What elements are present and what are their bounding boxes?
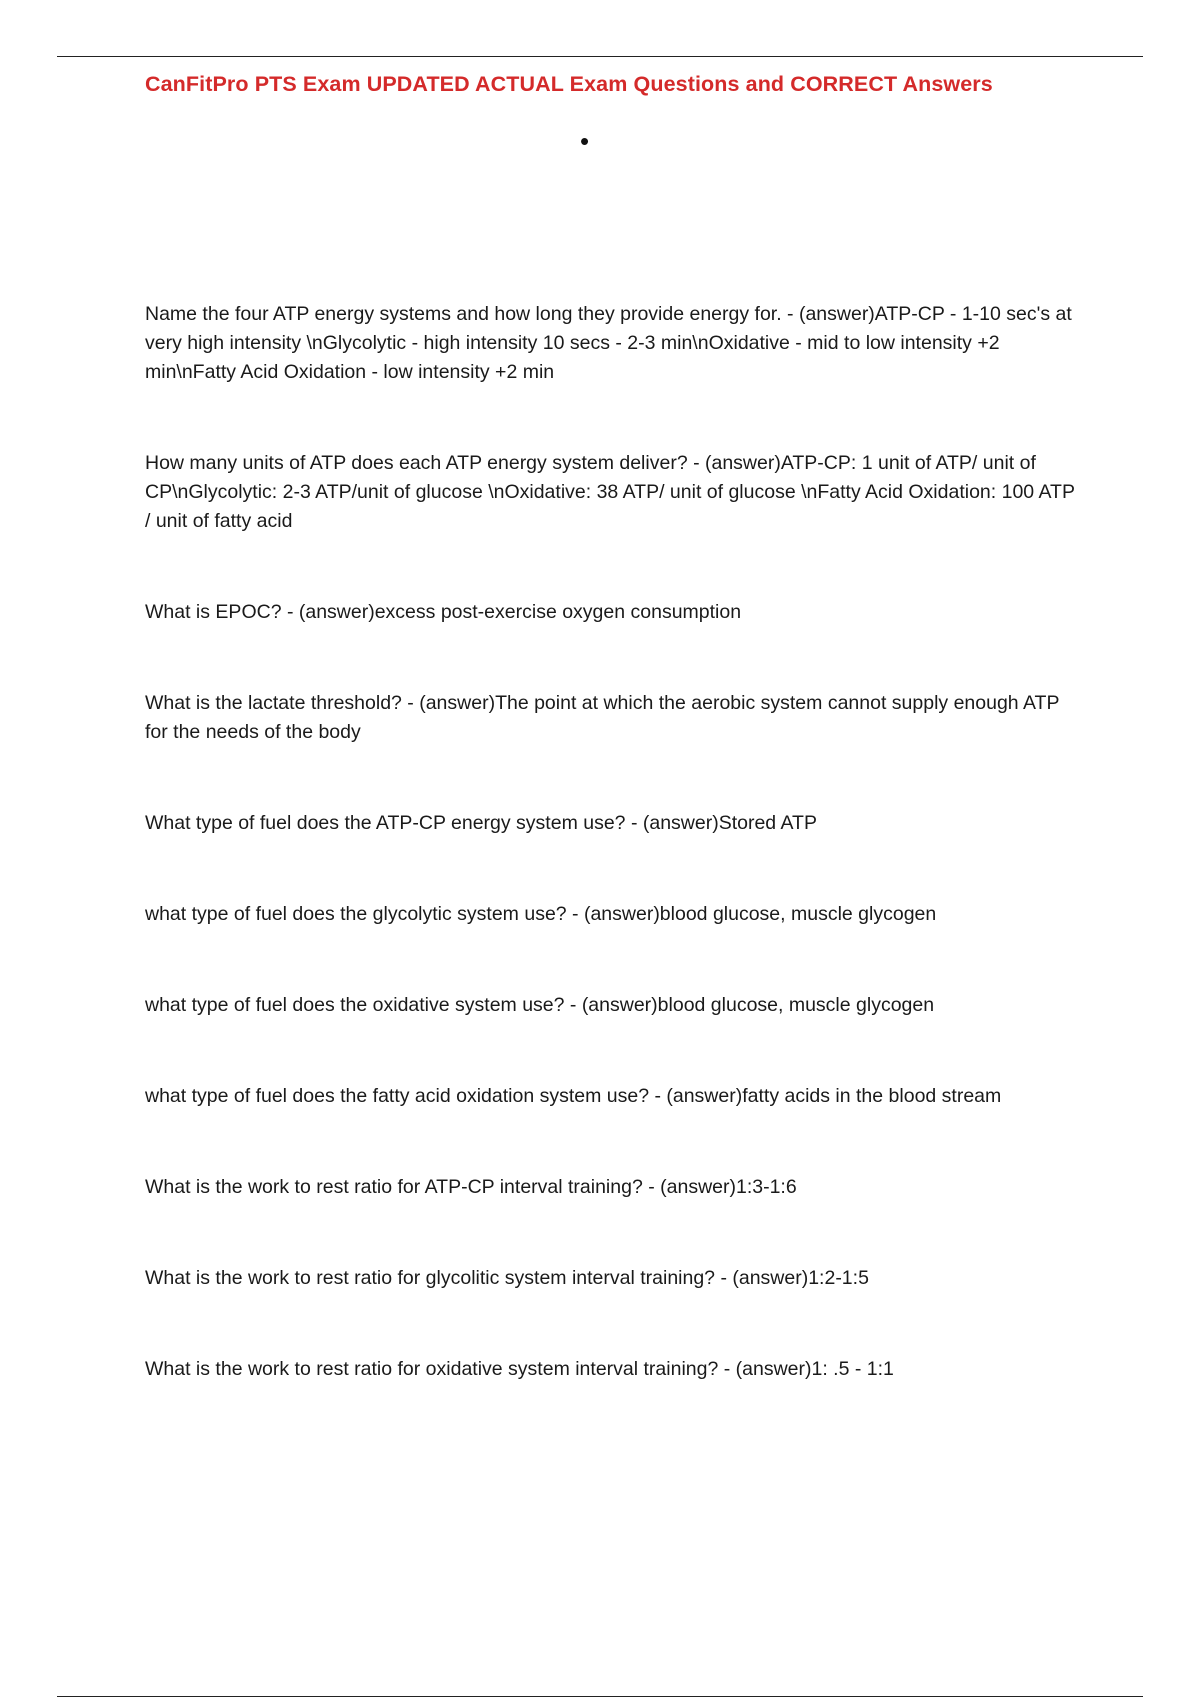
qa-item-9: What is the work to rest ratio for ATP-CP interval training? - (answer)1:3-1:6 (145, 1176, 797, 1198)
qa-item-10: What is the work to rest ratio for glycolitic system interval training? - (answer)1:2-1:5 (145, 1267, 869, 1289)
qa-item-8: what type of fuel does the fatty acid oxidation system use? - (answer)fatty acids in the blood stream (145, 1085, 1002, 1107)
qa-item-3: What is EPOC? - (answer)excess post-exercise oxygen consumption (145, 601, 742, 623)
qa-item-1: Name the four ATP energy systems and how long they provide energy for. - (answer)ATP-CP - 1-10 sec's at very high intensity \nGlycolytic - high intensity 10 secs - 2-3 min\nOxidative - mid to low intensity +2 min\nFatty Acid Oxidation - low intensity +2 min (145, 303, 1072, 383)
qa-item-11: What is the work to rest ratio for oxidative system interval training? - (answer)1: .5 - 1:1 (145, 1358, 894, 1380)
footer-rule (57, 1696, 1143, 1697)
bullet-mark: • (580, 126, 590, 156)
qa-item-4: What is the lactate threshold? - (answer)The point at which the aerobic system cannot supply enough ATP for the needs of the body (145, 692, 1060, 743)
qa-item-5: What type of fuel does the ATP-CP energy system use? - (answer)Stored ATP (145, 812, 817, 834)
document-title: CanFitPro PTS Exam UPDATED ACTUAL Exam Questions and CORRECT Answers (145, 72, 993, 96)
qa-item-7: what type of fuel does the oxidative system use? - (answer)blood glucose, muscle glycogen (145, 994, 935, 1016)
qa-item-6: what type of fuel does the glycolytic system use? - (answer)blood glucose, muscle glycogen (145, 903, 937, 925)
header-rule (57, 56, 1143, 57)
qa-item-2: How many units of ATP does each ATP energy system deliver? - (answer)ATP-CP: 1 unit of ATP/ unit of CP\nGlycolytic: 2-3 ATP/unit of glucose \nOxidative: 38 ATP/ unit of glucose \nFatty Acid Oxidation: 100 ATP / unit of fatty acid (145, 452, 1075, 532)
